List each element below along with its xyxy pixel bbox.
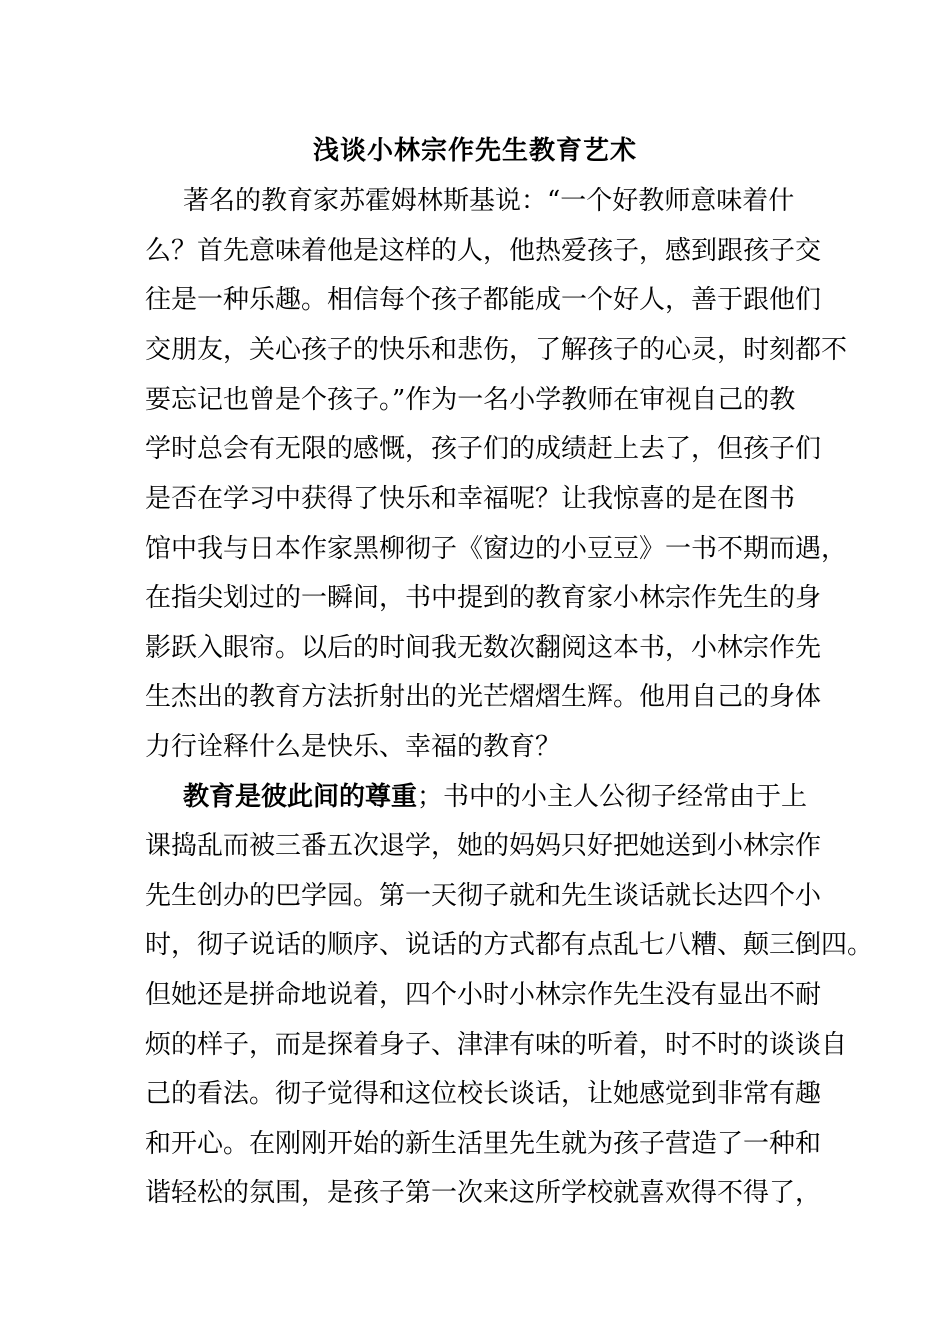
paragraph1-line-8: 馆中我与日本作家黑柳彻子《窗边的小豆豆》一书不期而遇， [145, 534, 848, 564]
paragraph1-line-3: 往是一种乐趣。相信每个孩子都能成一个好人，善于跟他们 [145, 285, 822, 315]
paragraph2-line-9: 谐轻松的氛围，是孩子第一次来这所学校就喜欢得不得了， [145, 1178, 822, 1208]
paragraph2-line-8: 和开心。在刚刚开始的新生活里先生就为孩子营造了一种和 [145, 1129, 822, 1159]
paragraph1-line-11: 生杰出的教育方法折射出的光芒熠熠生辉。他用自己的身体 [145, 682, 822, 712]
paragraph1-line-6: 学时总会有无限的感慨，孩子们的成绩赶上去了，但孩子们 [145, 434, 822, 464]
paragraph1-line-12: 力行诠释什么是快乐、幸福的教育？ [145, 732, 562, 762]
paragraph1-line-4: 交朋友，关心孩子的快乐和悲伤，了解孩子的心灵，时刻都不 [145, 335, 848, 365]
paragraph2-first-line-text: ；书中的小主人公彻子经常由于上 [417, 782, 808, 812]
paragraph1-line-2: 么？首先意味着他是这样的人，他热爱孩子，感到跟孩子交 [145, 236, 822, 266]
paragraph2-line-4: 时，彻子说话的顺序、说话的方式都有点乱七八糟、颠三倒四。 [145, 930, 874, 960]
paragraph1-line-5: 要忘记也曾是个孩子。”作为一名小学教师在审视自己的教 [145, 385, 796, 415]
paragraph2-heading: 教育是彼此间的尊重 [183, 782, 418, 812]
paragraph1-line-9: 在指尖划过的一瞬间，书中提到的教育家小林宗作先生的身 [145, 583, 822, 613]
paragraph1-line-1: 著名的教育家苏霍姆林斯基说：“一个好教师意味着什 [183, 186, 795, 216]
paragraph2-line-5: 但她还是拼命地说着，四个小时小林宗作先生没有显出不耐 [145, 980, 822, 1010]
paragraph2-line-1 [183, 777, 807, 817]
document-title: 浅谈小林宗作先生教育艺术 [312, 136, 637, 166]
paragraph2-line-7: 己的看法。彻子觉得和这位校长谈话，让她感觉到非常有趣 [145, 1079, 822, 1109]
paragraph2-line-3: 先生创办的巴学园。第一天彻子就和先生谈话就长达四个小 [145, 881, 822, 911]
paragraph2-line-2: 课捣乱而被三番五次退学，她的妈妈只好把她送到小林宗作 [145, 831, 822, 861]
paragraph1-line-7: 是否在学习中获得了快乐和幸福呢？让我惊喜的是在图书 [145, 484, 796, 514]
paragraph1-line-10: 影跃入眼帘。以后的时间我无数次翻阅这本书，小林宗作先 [145, 633, 822, 663]
paragraph2-line-6: 烦的样子，而是探着身子、津津有味的听着，时不时的谈谈自 [145, 1030, 848, 1060]
